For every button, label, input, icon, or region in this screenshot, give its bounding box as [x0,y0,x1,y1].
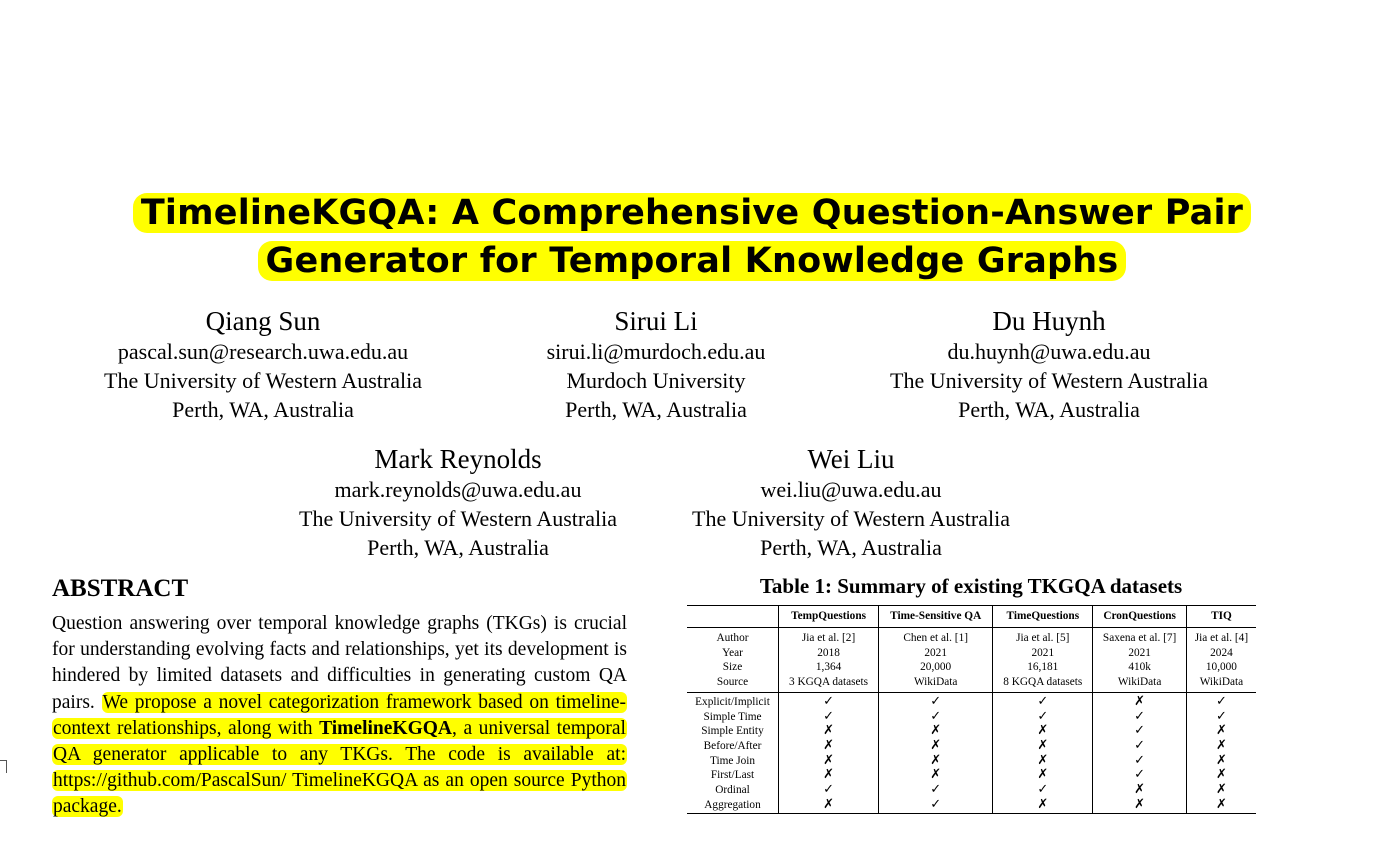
table-cell: 410k [1093,660,1187,675]
table-column-header: TimeQuestions [993,606,1093,628]
author-block [839,305,1259,424]
table-cell: ✓ [1186,692,1256,709]
table-cell: ✗ [1093,798,1187,814]
table-cell: ✓ [879,783,993,798]
table-cell: Saxena et al. [7] [1093,628,1187,646]
table-row [687,675,1256,692]
table-row [687,692,1256,709]
title-line-1: TimelineKGQA: A Comprehensive Question-Answer Pair [133,193,1251,233]
table-caption: Table 1: Summary of existing TKGQA datasets [759,574,1183,598]
table-cell: 2018 [779,646,879,661]
author-block [446,305,866,424]
author-email: mark.reynolds@uwa.edu.au [334,477,582,502]
table-cell: ✓ [1093,724,1187,739]
author-block [53,305,473,424]
table-cell: Jia et al. [5] [993,628,1093,646]
row-label: Ordinal [715,784,750,797]
abstract-text-plain: Question answering over temporal knowledge graphs (TKGs) is crucial for understanding evolving facts and relationships, yet its development is hindered by limited datasets and difficulties in generating custom QA pairs. [52,613,627,713]
header-empty [687,606,779,628]
table-cell: 2021 [993,646,1093,661]
row-label: Time Join [709,754,756,767]
author-name: Qiang Sun [205,306,321,336]
table-row [687,646,1256,661]
row-label: Source [716,676,749,689]
table-row [687,724,1256,739]
table-cell: ✓ [779,783,879,798]
datasets-table [687,605,1256,814]
row-label: Simple Time [703,710,762,723]
table-cell: ✓ [1186,710,1256,725]
table-cell: ✓ [779,692,879,709]
table-cell: Jia et al. [2] [779,628,879,646]
author-affiliation: The University of Western Australia [692,506,1010,531]
table-column-header: Time-Sensitive QA [879,606,993,628]
table-row [687,739,1256,754]
author-name: Mark Reynolds [374,444,542,474]
row-label: Explicit/Implicit [695,695,770,708]
table-row [687,710,1256,725]
table-cell: 2021 [879,646,993,661]
row-label: Size [722,661,743,674]
table-cell: ✓ [1093,754,1187,769]
table-row [687,798,1256,814]
table-cell: ✗ [1186,768,1256,783]
table-cell: ✗ [1186,739,1256,754]
table-cell: 8 KGQA datasets [993,675,1093,692]
author-location: Perth, WA, Australia [565,397,747,422]
abstract-text-highlighted-end: , a universal temporal QA generator applicable to any TKGs. The code is available at: https://github.com/PascalSun/ TimelineKGQA as an open source Python package. [53,717,626,818]
table-cell: ✓ [879,798,993,814]
table-cell: 10,000 [1186,660,1256,675]
table-cell: ✗ [879,754,993,769]
author-location: Perth, WA, Australia [367,535,549,560]
table-cell: 16,181 [993,660,1093,675]
table-cell: ✗ [779,739,879,754]
table-cell: WikiData [879,675,993,692]
table-cell: ✓ [879,710,993,725]
author-name: Du Huynh [992,306,1106,336]
table-cell: ✓ [993,710,1093,725]
author-email: sirui.li@murdoch.edu.au [546,339,766,364]
row-label: Before/After [703,739,762,752]
row-label: Year [722,646,743,659]
paper-title [92,189,1292,285]
author-affiliation: The University of Western Australia [299,506,617,531]
table-cell: ✗ [993,739,1093,754]
table-cell: ✗ [993,798,1093,814]
author-name: Wei Liu [807,444,895,474]
table-cell: ✗ [779,724,879,739]
table-cell: ✗ [1186,798,1256,814]
abstract-heading: ABSTRACT [52,575,189,602]
table-cell: ✗ [879,768,993,783]
table-cell: ✗ [879,724,993,739]
abstract-tool-name: TimelineKGQA [319,717,453,739]
table-cell: ✗ [779,754,879,769]
author-affiliation: The University of Western Australia [104,368,422,393]
author-block [641,443,1061,562]
row-label: Author [716,632,749,644]
table-cell: ✓ [993,692,1093,709]
table-cell: ✗ [993,754,1093,769]
table-cell: 1,364 [779,660,879,675]
table-cell: ✓ [1093,739,1187,754]
table-cell: ✗ [993,724,1093,739]
author-location: Perth, WA, Australia [172,397,354,422]
table-cell: ✗ [879,739,993,754]
table-row [687,754,1256,769]
author-location: Perth, WA, Australia [760,535,942,560]
author-block [248,443,668,562]
table-cell: 2024 [1186,646,1256,661]
row-label: Aggregation [704,798,761,811]
table-cell: ✓ [879,692,993,709]
table-cell: Jia et al. [4] [1186,628,1256,646]
table-column-header: TIQ [1186,606,1256,628]
author-location: Perth, WA, Australia [958,397,1140,422]
author-email: du.huynh@uwa.edu.au [947,339,1151,364]
abstract-highlight [52,692,627,818]
table-cell: ✗ [1186,783,1256,798]
abstract-text-highlighted: We propose a novel categorization framework based on timeline-context relationships, along with [53,691,626,739]
abstract-body [52,611,627,821]
row-label: Simple Entity [701,725,764,738]
table-cell: Chen et al. [1] [879,628,993,646]
author-email: pascal.sun@research.uwa.edu.au [117,339,409,364]
table-cell: ✓ [1093,768,1187,783]
table-meta-section [687,628,1256,693]
table-cell: WikiData [1186,675,1256,692]
author-email: wei.liu@uwa.edu.au [760,477,942,502]
table-cell: 2021 [1093,646,1187,661]
table-cell: ✓ [1093,710,1187,725]
table-cell: ✗ [1186,724,1256,739]
table-cell: ✗ [779,768,879,783]
table-row [687,783,1256,798]
table-cell: ✓ [993,783,1093,798]
row-label: First/Last [710,769,755,782]
table-column-header: CronQuestions [1093,606,1187,628]
table-row [687,628,1256,646]
table-header-row [687,606,1256,628]
margin-mark [0,760,7,773]
author-affiliation: The University of Western Australia [890,368,1208,393]
author-name: Sirui Li [614,306,698,336]
author-affiliation: Murdoch University [566,368,746,393]
table-feature-section [687,692,1256,814]
table-cell: WikiData [1093,675,1187,692]
table-row [687,768,1256,783]
table-cell: ✗ [1093,783,1187,798]
table-cell: ✗ [1093,692,1187,709]
table-cell: ✗ [1186,754,1256,769]
table-cell: ✓ [779,710,879,725]
title-line-2: Generator for Temporal Knowledge Graphs [258,241,1127,281]
table-cell: 20,000 [879,660,993,675]
table-cell: ✗ [993,768,1093,783]
table-row [687,660,1256,675]
table-cell: ✗ [779,798,879,814]
table-cell: 3 KGQA datasets [779,675,879,692]
table-column-header: TempQuestions [779,606,879,628]
